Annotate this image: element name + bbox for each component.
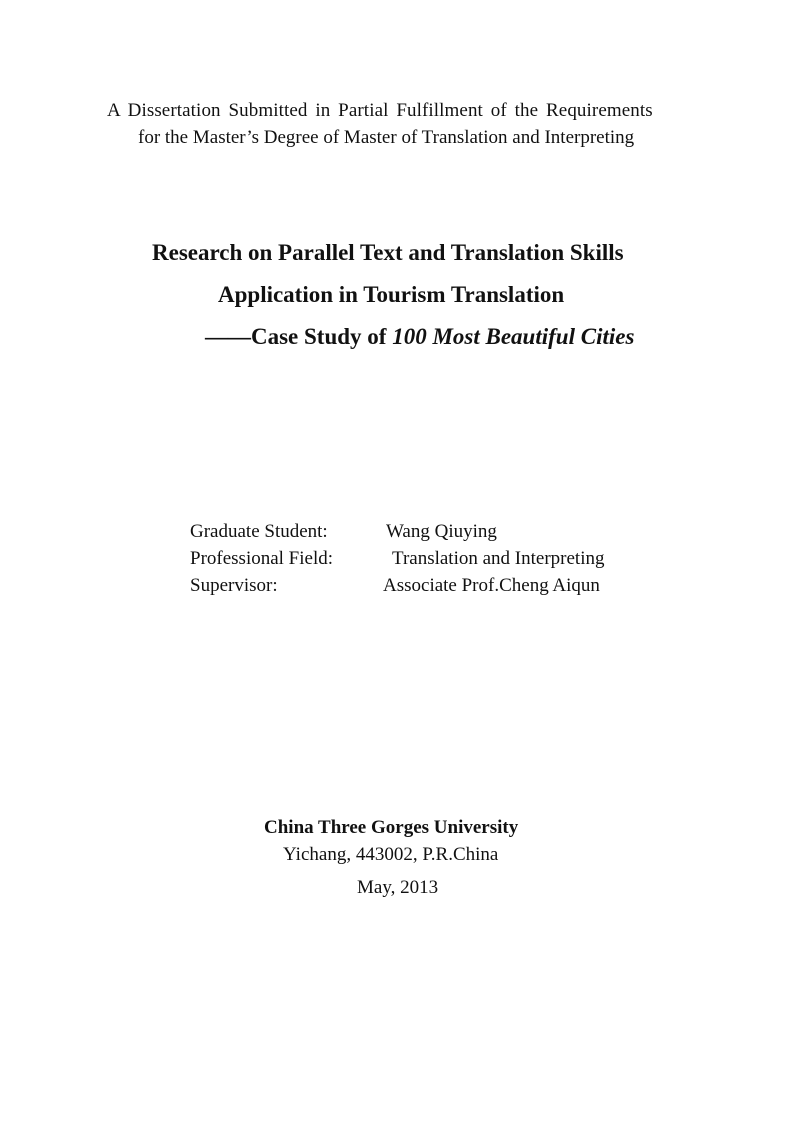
professional-field-label: Professional Field: — [190, 548, 334, 569]
title-line-1: Research on Parallel Text and Translation Skills — [152, 240, 624, 265]
supervisor-value: Associate Prof.Cheng Aiqun — [383, 575, 600, 596]
title-line-3 — [205, 324, 634, 350]
professional-field-value: Translation and Interpreting — [392, 548, 605, 569]
supervisor-label: Supervisor: — [190, 575, 278, 596]
submission-date: May, 2013 — [357, 877, 439, 898]
university-name: China Three Gorges University — [264, 817, 519, 838]
dissertation-statement-line-2: for the Master’s Degree of Master of Translation and Interpreting — [138, 127, 635, 148]
graduate-student-label: Graduate Student: — [190, 521, 328, 542]
title-subtitle-prefix: ——Case Study of — [205, 324, 393, 349]
dissertation-statement-line-1: A Dissertation Submitted in Partial Fulfillment of the Requirements — [107, 100, 653, 121]
title-line-2: Application in Tourism Translation — [218, 282, 565, 307]
university-address: Yichang, 443002, P.R.China — [283, 844, 499, 865]
graduate-student-value: Wang Qiuying — [386, 521, 497, 542]
title-book-name: 100 Most Beautiful Cities — [392, 324, 635, 349]
